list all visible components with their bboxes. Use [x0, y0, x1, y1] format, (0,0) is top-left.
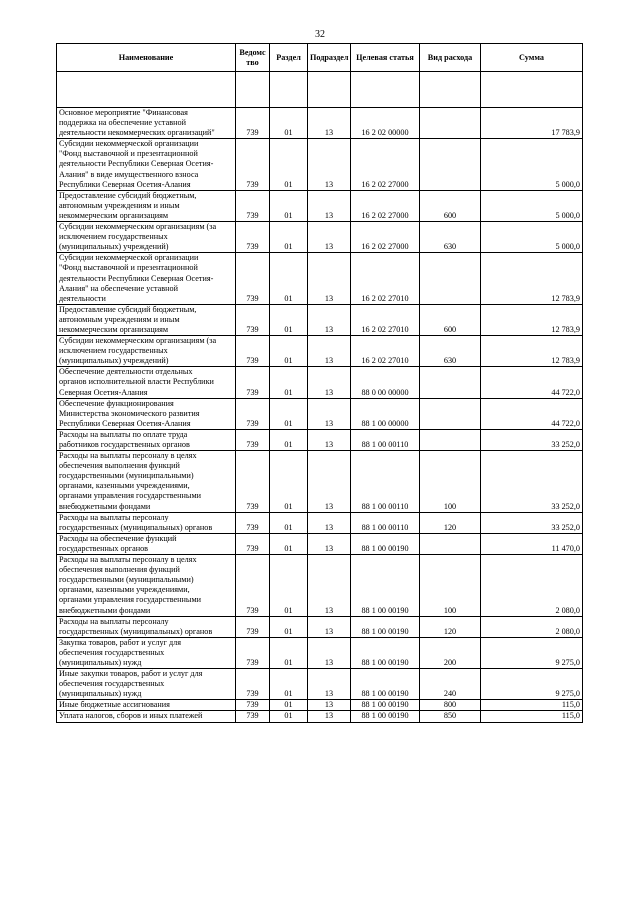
row-section: 01 — [270, 190, 308, 221]
row-amount: 2 080,0 — [481, 555, 583, 617]
table-row — [57, 711, 583, 722]
row-subsection: 13 — [308, 253, 351, 304]
row-section: 01 — [270, 669, 308, 700]
table-row — [57, 108, 583, 139]
row-amount: 33 252,0 — [481, 429, 583, 450]
row-section: 01 — [270, 711, 308, 722]
row-department: 739 — [236, 616, 270, 637]
table-row — [57, 533, 583, 554]
row-target-article: 88 1 00 00190 — [351, 669, 420, 700]
row-amount: 44 722,0 — [481, 398, 583, 429]
row-department: 739 — [236, 304, 270, 335]
row-name: Обеспечение функционирования Министерства экономического развития Республики Северная Осетия-Алания — [57, 398, 236, 429]
row-department: 739 — [236, 512, 270, 533]
row-target-article: 88 0 00 00000 — [351, 367, 420, 398]
header-subsection: Подраздел — [308, 44, 351, 72]
page-number: 32 — [315, 29, 325, 40]
row-name: Предоставление субсидий бюджетным, автономным учреждениям и иным некоммерческим организациям — [57, 190, 236, 221]
row-target-article: 88 1 00 00110 — [351, 451, 420, 513]
row-department: 739 — [236, 711, 270, 722]
budget-table — [56, 43, 583, 723]
row-section: 01 — [270, 139, 308, 190]
row-department: 739 — [236, 253, 270, 304]
row-amount: 5 000,0 — [481, 139, 583, 190]
row-expense-type — [420, 367, 481, 398]
row-subsection: 13 — [308, 429, 351, 450]
row-target-article: 88 1 00 00190 — [351, 616, 420, 637]
row-target-article: 88 1 00 00190 — [351, 711, 420, 722]
row-amount: 2 080,0 — [481, 616, 583, 637]
table-spacer-row — [57, 72, 583, 108]
row-section: 01 — [270, 533, 308, 554]
row-name: Расходы на выплаты персоналу в целях обеспечения выполнения функций государственными (муниципальными) органами, казенными учреждениями, органами управления государственными внебюджетными фондами — [57, 451, 236, 513]
row-subsection: 13 — [308, 700, 351, 711]
row-name: Основное мероприятие "Финансовая поддержка на обеспечение уставной деятельности некоммерческих организаций" — [57, 108, 236, 139]
table-row — [57, 253, 583, 304]
row-section: 01 — [270, 398, 308, 429]
row-amount: 9 275,0 — [481, 637, 583, 668]
row-target-article: 16 2 02 27000 — [351, 222, 420, 253]
table-row — [57, 367, 583, 398]
row-department: 739 — [236, 700, 270, 711]
row-name: Обеспечение деятельности отдельных органов исполнительной власти Республики Северная Осетия-Алания — [57, 367, 236, 398]
row-subsection: 13 — [308, 533, 351, 554]
row-target-article: 16 2 02 27000 — [351, 190, 420, 221]
row-subsection: 13 — [308, 398, 351, 429]
header-expense-type: Вид расхода — [420, 44, 481, 72]
header-amount: Сумма — [481, 44, 583, 72]
header-section: Раздел — [270, 44, 308, 72]
table-row — [57, 669, 583, 700]
header-department: Ведомс тво — [236, 44, 270, 72]
row-section: 01 — [270, 222, 308, 253]
row-target-article: 16 2 02 00000 — [351, 108, 420, 139]
row-expense-type: 630 — [420, 336, 481, 367]
row-name: Расходы на выплаты персоналу государственных (муниципальных) органов — [57, 512, 236, 533]
row-subsection: 13 — [308, 451, 351, 513]
row-subsection: 13 — [308, 637, 351, 668]
table-row — [57, 304, 583, 335]
row-target-article: 88 1 00 00190 — [351, 533, 420, 554]
table-body — [57, 72, 583, 723]
row-expense-type: 850 — [420, 711, 481, 722]
row-expense-type — [420, 429, 481, 450]
row-subsection: 13 — [308, 711, 351, 722]
row-section: 01 — [270, 304, 308, 335]
table-row — [57, 637, 583, 668]
row-subsection: 13 — [308, 367, 351, 398]
table-row — [57, 555, 583, 617]
table-row — [57, 616, 583, 637]
row-expense-type: 600 — [420, 304, 481, 335]
row-department: 739 — [236, 108, 270, 139]
row-expense-type: 100 — [420, 555, 481, 617]
row-name: Субсидии некоммерческой организации "Фонд выставочной и презентационной деятельности Республики Северная Осетия- Алания" на обеспечение уставной деятельности — [57, 253, 236, 304]
row-subsection: 13 — [308, 190, 351, 221]
row-department: 739 — [236, 190, 270, 221]
row-amount: 44 722,0 — [481, 367, 583, 398]
row-amount: 12 783,9 — [481, 253, 583, 304]
row-department: 739 — [236, 533, 270, 554]
row-target-article: 88 1 00 00000 — [351, 398, 420, 429]
row-amount: 9 275,0 — [481, 669, 583, 700]
row-department: 739 — [236, 222, 270, 253]
table-row — [57, 139, 583, 190]
header-row — [57, 44, 583, 72]
row-department: 739 — [236, 398, 270, 429]
row-section: 01 — [270, 336, 308, 367]
row-amount: 12 783,9 — [481, 304, 583, 335]
row-department: 739 — [236, 451, 270, 513]
row-target-article: 88 1 00 00190 — [351, 637, 420, 668]
row-subsection: 13 — [308, 616, 351, 637]
row-name: Расходы на обеспечение функций государственных органов — [57, 533, 236, 554]
row-section: 01 — [270, 700, 308, 711]
row-target-article: 16 2 02 27010 — [351, 304, 420, 335]
row-section: 01 — [270, 253, 308, 304]
row-expense-type — [420, 398, 481, 429]
row-amount: 11 470,0 — [481, 533, 583, 554]
row-subsection: 13 — [308, 304, 351, 335]
row-department: 739 — [236, 555, 270, 617]
row-amount: 33 252,0 — [481, 512, 583, 533]
row-name: Иные бюджетные ассигнования — [57, 700, 236, 711]
row-expense-type — [420, 533, 481, 554]
table-row — [57, 451, 583, 513]
header-target-article: Целевая статья — [351, 44, 420, 72]
row-name: Субсидии некоммерческим организациям (за исключением государственных (муниципальных) учреждений) — [57, 336, 236, 367]
row-amount: 115,0 — [481, 711, 583, 722]
row-department: 739 — [236, 367, 270, 398]
row-name: Уплата налогов, сборов и иных платежей — [57, 711, 236, 722]
row-section: 01 — [270, 429, 308, 450]
row-amount: 17 783,9 — [481, 108, 583, 139]
row-subsection: 13 — [308, 512, 351, 533]
row-amount: 12 783,9 — [481, 336, 583, 367]
row-name: Расходы на выплаты по оплате труда работников государственных органов — [57, 429, 236, 450]
row-subsection: 13 — [308, 222, 351, 253]
row-section: 01 — [270, 637, 308, 668]
row-expense-type: 800 — [420, 700, 481, 711]
row-amount: 5 000,0 — [481, 222, 583, 253]
row-expense-type: 240 — [420, 669, 481, 700]
row-amount: 33 252,0 — [481, 451, 583, 513]
table-row — [57, 222, 583, 253]
row-name: Субсидии некоммерческим организациям (за исключением государственных (муниципальных) учреждений) — [57, 222, 236, 253]
row-section: 01 — [270, 451, 308, 513]
row-target-article: 88 1 00 00190 — [351, 555, 420, 617]
table-row — [57, 429, 583, 450]
header-name: Наименование — [57, 44, 236, 72]
row-target-article: 16 2 02 27000 — [351, 139, 420, 190]
row-department: 739 — [236, 429, 270, 450]
row-target-article: 16 2 02 27010 — [351, 253, 420, 304]
table-row — [57, 336, 583, 367]
row-expense-type: 200 — [420, 637, 481, 668]
row-subsection: 13 — [308, 336, 351, 367]
row-expense-type: 630 — [420, 222, 481, 253]
row-amount: 5 000,0 — [481, 190, 583, 221]
row-subsection: 13 — [308, 139, 351, 190]
row-subsection: 13 — [308, 669, 351, 700]
row-name: Расходы на выплаты персоналу государственных (муниципальных) органов — [57, 616, 236, 637]
row-name: Субсидии некоммерческой организации "Фонд выставочной и презентационной деятельности Республики Северная Осетия- Алания" в виде имущественного взноса Республики Северная Осетия-Алания — [57, 139, 236, 190]
row-name: Расходы на выплаты персоналу в целях обеспечения выполнения функций государственными (муниципальными) органами, казенными учреждениями, органами управления государственными внебюджетными фондами — [57, 555, 236, 617]
row-amount: 115,0 — [481, 700, 583, 711]
row-subsection: 13 — [308, 555, 351, 617]
row-target-article: 88 1 00 00190 — [351, 700, 420, 711]
table-row — [57, 700, 583, 711]
row-department: 739 — [236, 669, 270, 700]
row-section: 01 — [270, 555, 308, 617]
row-target-article: 88 1 00 00110 — [351, 512, 420, 533]
row-expense-type — [420, 108, 481, 139]
row-target-article: 88 1 00 00110 — [351, 429, 420, 450]
row-expense-type — [420, 139, 481, 190]
row-department: 739 — [236, 336, 270, 367]
row-name: Предоставление субсидий бюджетным, автономным учреждениям и иным некоммерческим организациям — [57, 304, 236, 335]
row-section: 01 — [270, 108, 308, 139]
row-expense-type: 600 — [420, 190, 481, 221]
row-expense-type — [420, 253, 481, 304]
row-name: Иные закупки товаров, работ и услуг для обеспечения государственных (муниципальных) нужд — [57, 669, 236, 700]
row-section: 01 — [270, 616, 308, 637]
row-department: 739 — [236, 637, 270, 668]
row-department: 739 — [236, 139, 270, 190]
table-row — [57, 398, 583, 429]
row-section: 01 — [270, 512, 308, 533]
table-row — [57, 190, 583, 221]
row-section: 01 — [270, 367, 308, 398]
row-expense-type: 120 — [420, 616, 481, 637]
row-expense-type: 100 — [420, 451, 481, 513]
row-expense-type: 120 — [420, 512, 481, 533]
row-name: Закупка товаров, работ и услуг для обеспечения государственных (муниципальных) нужд — [57, 637, 236, 668]
row-target-article: 16 2 02 27010 — [351, 336, 420, 367]
table-row — [57, 512, 583, 533]
row-subsection: 13 — [308, 108, 351, 139]
